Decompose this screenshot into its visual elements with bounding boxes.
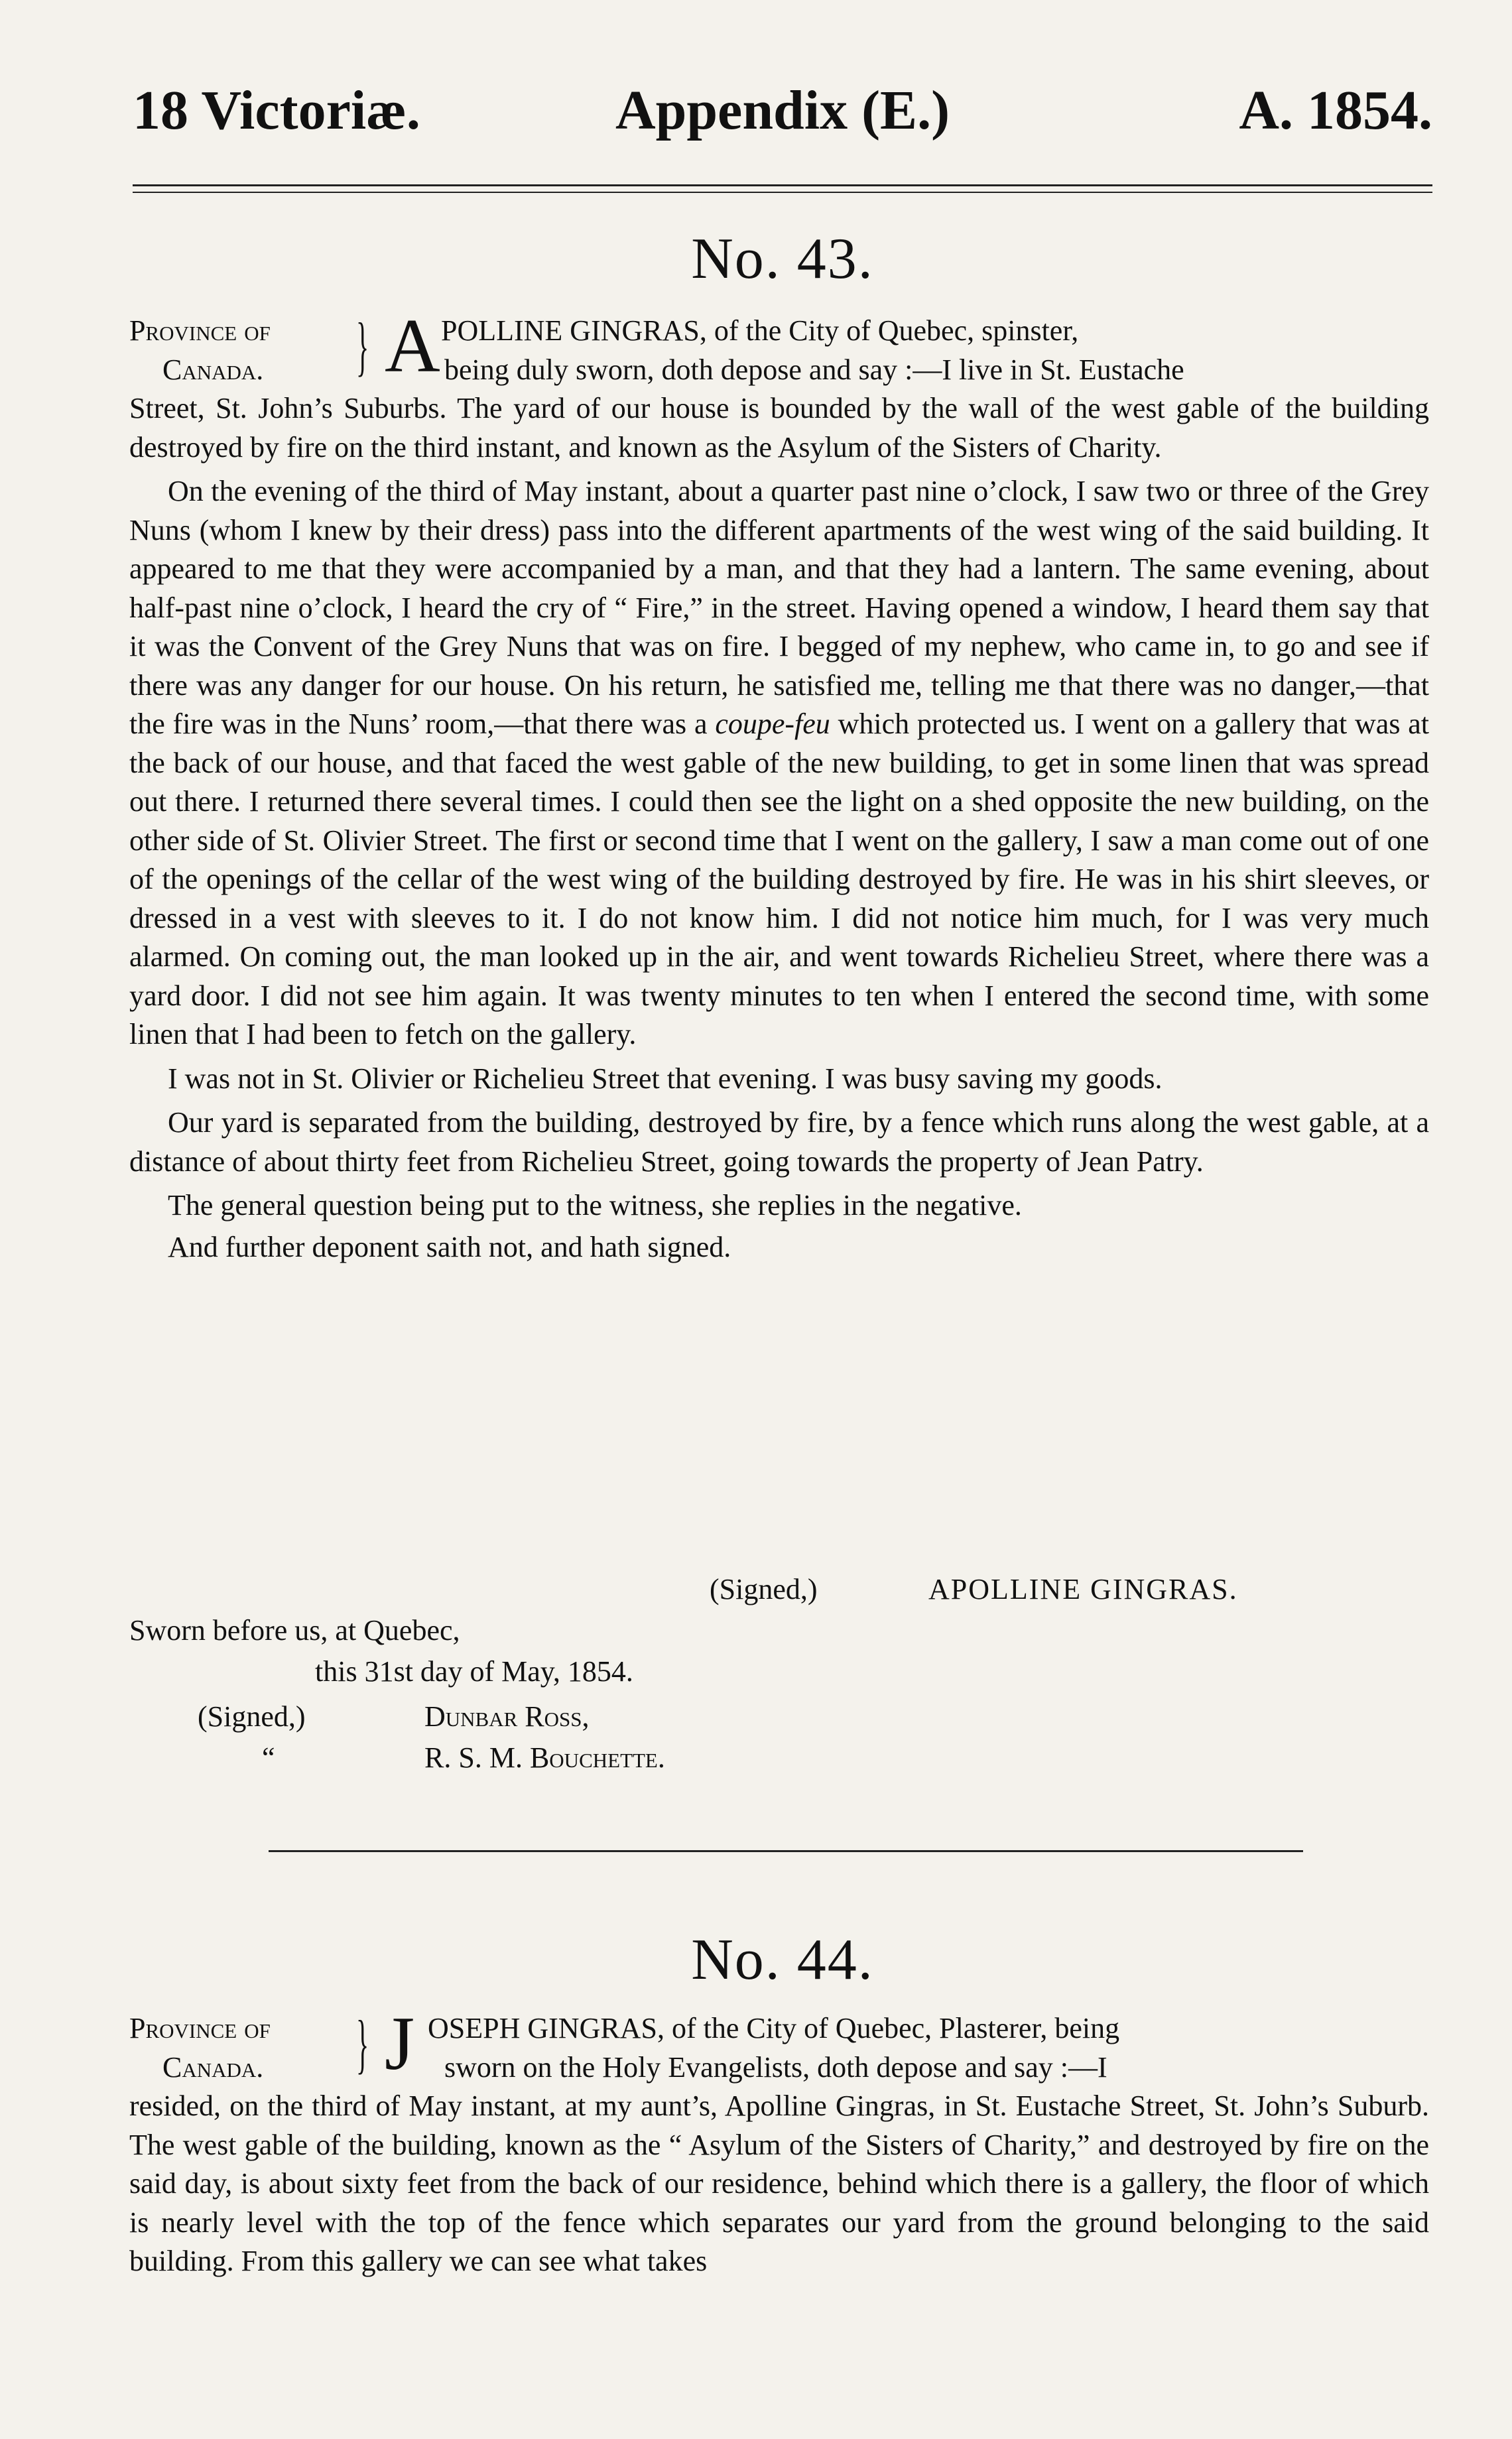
deposition-43-body xyxy=(129,304,1430,1267)
signed-label-2: (Signed,) xyxy=(198,1700,306,1733)
header-appendix: Appendix (E.) xyxy=(615,80,950,141)
signed-label: (Signed,) xyxy=(710,1573,818,1605)
opening-line-1: OSEPH GINGRAS, of the City of Quebec, Plasterer, being xyxy=(428,2012,1120,2044)
ditto-mark: “ xyxy=(262,1741,275,1774)
dropcap-letter: J xyxy=(385,2001,415,2086)
province-label-line2: Canada. xyxy=(162,2050,264,2084)
dropcap-letter: A xyxy=(385,304,440,389)
running-header xyxy=(133,78,1432,151)
deposition-43-opening xyxy=(129,304,1429,389)
header-rule xyxy=(133,184,1432,193)
para-1-emphasis: coupe-feu xyxy=(715,708,830,740)
deposition-43-para-5: And further deponent saith not, and hath signed. xyxy=(168,1230,731,1263)
brace-icon: } xyxy=(356,2007,369,2080)
deposition-43-para-1 xyxy=(129,472,1429,1054)
header-year: A. 1854. xyxy=(1239,80,1432,141)
witness-2: R. S. M. Bouchette. xyxy=(424,1741,665,1774)
opening-line-1: POLLINE GINGRAS, of the City of Quebec, spinster, xyxy=(441,314,1079,347)
province-label-line2: Canada. xyxy=(162,353,264,386)
witness-1: Dunbar Ross, xyxy=(424,1700,590,1733)
deposition-43-intro: Street, St. John’s Suburbs. The yard of our house is bounded by the wall of the west gable of the building destroyed by fire on the third instant, and known as the Asylum of the Sisters of Charity. xyxy=(129,392,1429,464)
deposition-43-title: No. 43. xyxy=(691,227,874,291)
sworn-line-1: Sworn before us, at Quebec, xyxy=(129,1614,460,1647)
header-session: 18 Victoriæ. xyxy=(133,80,420,141)
province-label-line1: Province of xyxy=(129,314,271,347)
signer-name: APOLLINE GINGRAS. xyxy=(928,1573,1238,1605)
opening-line-2: sworn on the Holy Evangelists, doth depose and say :—I xyxy=(444,2050,1107,2084)
deposition-44-intro: resided, on the third of May instant, at my aunt’s, Apolline Gingras, in St. Eustache Street, St. John’s Suburb. The west gable of the building, known as the “ Asylum of the Sisters of Charity,” and destroyed by fire on the said day, is about sixty feet from the back of our residence, behind which there is a gallery, the floor of which is nearly level with the top of the fence which separates our yard from the ground belonging to the said building. From this gallery we can see what takes xyxy=(129,2090,1429,2277)
deposition-44-opening xyxy=(129,2001,1429,2087)
deposition-44-body xyxy=(129,2001,1429,2281)
brace-icon: } xyxy=(356,309,369,383)
deposition-44-title: No. 44. xyxy=(691,1928,874,1992)
para-1-text-a: On the evening of the third of May instant, about a quarter past nine o’clock, I saw two or three of the Grey Nuns (whom I knew by their dress) pass into the different apartments of the west wing of the said building. It appeared to me that they were accompanied by a man, and that they had a lantern. The same evening, about half-past nine o’clock, I heard the cry of “ Fire,” in the street. Having opened a window, I heard them say that it was the Convent of the Grey Nuns that was on fire. I begged of my nephew, who came in, to go and see if there was any danger for our house. On his return, he satisfied me, telling me that there was no danger,—that the fire was in the Nuns’ room,—that there was a xyxy=(129,475,1429,740)
sworn-line-2: this 31st day of May, 1854. xyxy=(315,1655,633,1688)
deposition-43-para-4: The general question being put to the witness, she replies in the negative. xyxy=(168,1189,1022,1221)
opening-line-2: being duly sworn, doth depose and say :—I live in St. Eustache xyxy=(444,353,1184,386)
deposition-43-para-3: Our yard is separated from the building, destroyed by fire, by a fence which runs along the west gable, at a distance of about thirty feet from Richelieu Street, going towards the property of Jean Patry. xyxy=(129,1106,1429,1178)
province-label-line1: Province of xyxy=(129,2012,271,2044)
para-1-text-b: which protected us. I went on a gallery that was at the back of our house, and that faced the west gable of the new building, to get in some linen that was spread out there. I returned there several times. I could then see the light on a shed opposite the new building, on the other side of St. Olivier Street. The first or second time that I went on the gallery, I saw a man come out of one of the openings of the cellar of the west wing of the building destroyed by fire. He was in his shirt sleeves, or dressed in a vest with sleeves to it. I do not know him. I did not notice him much, for I was very much alarmed. On coming out, the man looked up in the air, and went towards Richelieu Street, where there was a yard door. I did not see him again. It was twenty minutes to ten when I entered the second time, with some linen that I had been to fetch on the gallery. xyxy=(129,708,1430,1050)
section-divider xyxy=(269,1850,1303,1852)
deposition-43-para-2: I was not in St. Olivier or Richelieu Street that evening. I was busy saving my goods. xyxy=(168,1062,1163,1095)
